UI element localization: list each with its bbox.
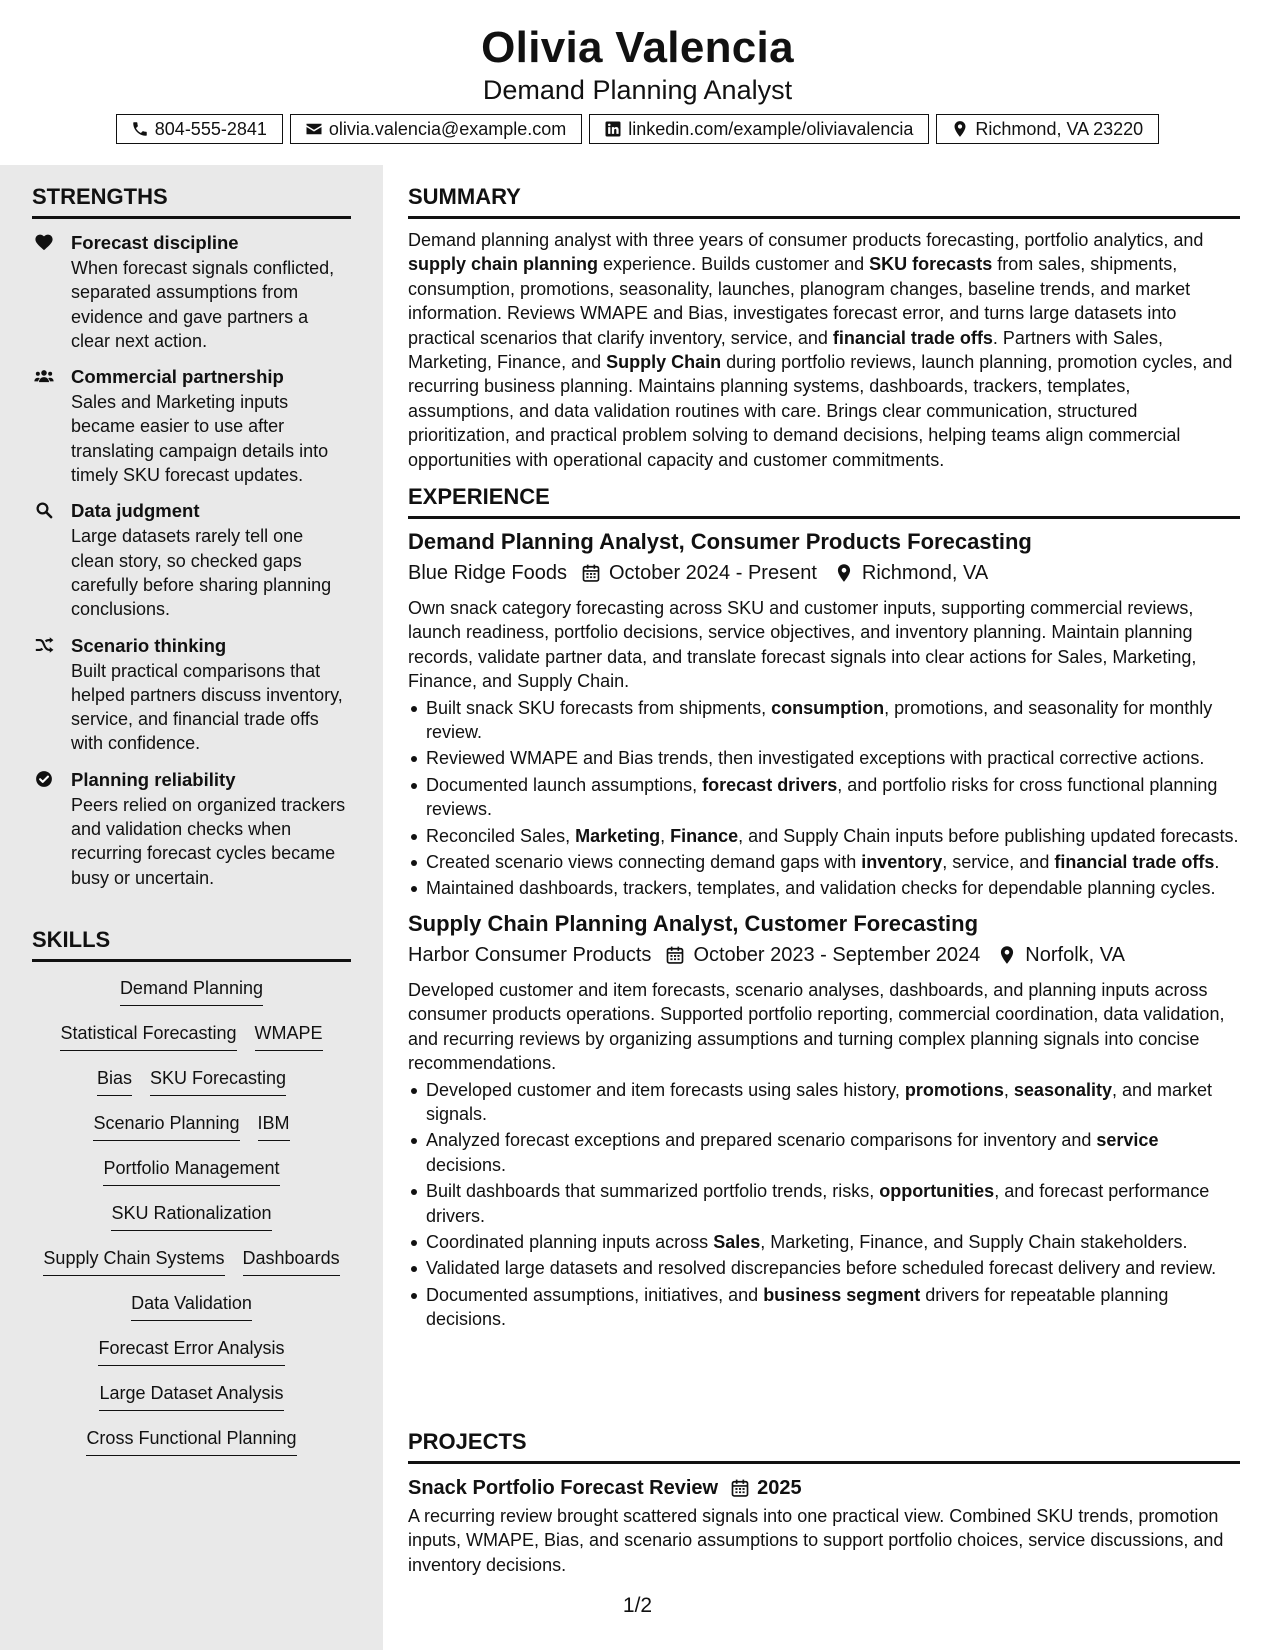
text-run: from sales, shipments, consumption, promotions, seasonality, launches, planogram changes, baseline trends, and market information. Reviews WMAPE and Bias, investigates forecast error, and turns large datasets into practical scenarios that clarify inventory, service, and [408, 254, 1191, 348]
job-bullets [408, 1078, 1240, 1332]
skills-section [32, 926, 351, 1471]
contact-phone[interactable] [116, 114, 283, 144]
contact-linkedin[interactable] [589, 114, 929, 144]
strength-title: Scenario thinking [71, 634, 227, 656]
bullet-item [408, 1078, 1240, 1127]
skill-tag: Forecast Error Analysis [98, 1336, 284, 1366]
bullet-item [408, 824, 1240, 848]
text-run: drivers for repeatable planning decisions. [426, 1284, 1169, 1330]
summary-text [408, 228, 1240, 472]
text-run: Created scenario views connecting demand gaps with [426, 852, 862, 873]
job-company: Harbor Consumer Products [408, 943, 652, 966]
skill-tag: Bias [97, 1066, 132, 1096]
text-run: Analyzed forecast exceptions and prepared scenario comparisons for inventory and [426, 1130, 1097, 1151]
skill-row [32, 1111, 351, 1156]
linkedin-text: linkedin.com/example/oliviavalencia [628, 118, 914, 139]
bold-phrase: financial trade offs [832, 327, 993, 348]
left-sidebar [0, 165, 383, 1650]
skill-row [32, 1201, 351, 1246]
skill-tag: SKU Forecasting [150, 1066, 286, 1096]
job-title: Supply Chain Planning Analyst, Customer Forecasting [408, 910, 979, 936]
text-run: , and Supply Chain inputs before publishing updated forecasts. [738, 825, 1239, 846]
strength-title: Commercial partnership [71, 366, 284, 388]
projects-heading: PROJECTS [408, 1428, 1240, 1464]
skill-tag: Cross Functional Planning [86, 1426, 296, 1456]
text-run: . [1214, 852, 1220, 873]
strengths-heading: STRENGTHS [32, 183, 351, 219]
text-run: decisions. [426, 1154, 507, 1175]
skill-tag: Data Validation [131, 1291, 252, 1321]
text-run: Built dashboards that summarized portfolio trends, risks, [426, 1181, 880, 1202]
bold-phrase: Supply Chain [606, 352, 722, 373]
skill-row [32, 1246, 351, 1291]
text-run: Documented launch assumptions, [426, 774, 703, 795]
job-company: Blue Ridge Foods [408, 562, 567, 584]
project-year: 2025 [757, 1477, 802, 1499]
experience-heading: EXPERIENCE [408, 483, 1240, 519]
skill-row [32, 1021, 351, 1066]
text-run: . Partners with Sales, Marketing, Finance, and [408, 327, 1163, 373]
text-run: Validated large datasets and resolved discrepancies before scheduled forecast delivery and review. [426, 1258, 1217, 1279]
check-circle-icon [34, 770, 54, 788]
bullet-item [408, 773, 1240, 822]
skill-row [32, 976, 351, 1021]
candidate-name: Olivia Valencia [481, 23, 794, 72]
text-run: , promotions, and seasonality for monthly review. [426, 697, 1213, 743]
strength-desc: Large datasets rarely tell one clean story, so checked gaps carefully before sharing planning conclusions. [71, 526, 332, 620]
text-run: Reconciled Sales, [426, 825, 576, 846]
skill-tag: SKU Rationalization [111, 1201, 271, 1231]
bold-phrase: inventory [861, 852, 943, 873]
job-summary: Developed customer and item forecasts, scenario analyses, dashboards, and planning inputs across consumer products operations. Supported portfolio reporting, commercial coordination, data validation, and recurring reviews by organizing assumptions and turning complex planning signals into concise recommendations. [408, 979, 1225, 1074]
skill-tag: Large Dataset Analysis [99, 1381, 283, 1411]
strength-desc: Built practical comparisons that helped partners discuss inventory, service, and financial trade offs with confidence. [71, 660, 343, 754]
bullet-item [408, 876, 1240, 900]
job-summary: Own snack category forecasting across SKU and customer inputs, supporting commercial reviews, launch readiness, portfolio decisions, service objectives, and inventory planning. Maintain planning records, validate partner data, and translate forecast signals into clear actions for Sales, Marketing, Finance, and Supply Chain. [408, 598, 1197, 692]
skill-row [32, 1381, 351, 1426]
text-run: , service, and [942, 852, 1055, 873]
bullet-item [408, 1256, 1240, 1280]
text-run: Documented assumptions, initiatives, and [426, 1284, 764, 1305]
shuffle-icon [34, 636, 54, 654]
text-run: experience. Builds customer and [598, 254, 870, 275]
skill-row [32, 1066, 351, 1111]
job-bullets [408, 696, 1240, 901]
bold-phrase: Sales [713, 1231, 761, 1252]
magnifier-icon [34, 501, 54, 519]
strength-desc: Peers relied on organized trackers and validation checks when recurring forecast cycles became busy or uncertain. [71, 794, 346, 888]
skill-tag: Supply Chain Systems [43, 1246, 224, 1276]
map-pin-icon [997, 945, 1017, 965]
bold-phrase: opportunities [879, 1181, 995, 1202]
text-run: Maintained dashboards, trackers, templates, and validation checks for dependable planning cycles. [426, 878, 1216, 899]
text-run: , and forecast performance drivers. [426, 1181, 1210, 1226]
bullet-item [408, 850, 1240, 874]
text-run: Developed customer and item forecasts using sales history, [426, 1079, 905, 1100]
resume-header [0, 0, 1275, 165]
text-run: during portfolio reviews, launch planning, promotion cycles, and recurring business planning. Maintains planning systems, dashboards, trackers, templates, assumptions, and data validation routines with care. Brings clear communication, structured prioritization, and practical problem solving to demand decisions, helping teams align commercial opportunities with operational capacity and customer commitments. [408, 352, 1233, 470]
strengths-section [32, 183, 351, 890]
text-run: Demand planning analyst with three years of consumer products forecasting, portfolio analytics, and [408, 230, 1204, 250]
skills-heading: SKILLS [32, 926, 351, 962]
bullet-item [408, 1179, 1240, 1228]
job-meta [408, 558, 1240, 588]
phone-icon [131, 120, 149, 138]
job-location: Norfolk, VA [1025, 943, 1125, 966]
job-location: Richmond, VA [861, 562, 989, 584]
skill-tag: WMAPE [255, 1021, 323, 1051]
calendar-icon [730, 1478, 750, 1498]
bold-phrase: supply chain planning [408, 254, 599, 275]
bold-phrase: promotions [904, 1079, 1004, 1100]
projects-section [408, 1428, 1240, 1577]
strength-item [32, 230, 351, 353]
calendar-icon [665, 945, 685, 965]
contact-bar [0, 114, 1275, 144]
bullet-item [408, 1283, 1240, 1332]
text-run: Reviewed WMAPE and Bias trends, then investigated exceptions with practical corrective actions. [426, 748, 1205, 769]
heart-icon [34, 233, 54, 251]
bold-phrase: financial trade offs [1054, 852, 1215, 873]
location-text: Richmond, VA 23220 [975, 118, 1144, 139]
skill-tag: IBM [258, 1111, 290, 1141]
skill-tag: Demand Planning [120, 976, 263, 1006]
bullet-item [408, 1128, 1240, 1177]
bullet-item [408, 696, 1240, 745]
strength-title: Data judgment [71, 500, 200, 522]
strength-desc: When forecast signals conflicted, separated assumptions from evidence and gave partners a clear next action. [71, 258, 335, 351]
skills-list [32, 976, 351, 1471]
text-run: Built snack SKU forecasts from shipments, [426, 697, 772, 718]
map-pin-icon [951, 120, 969, 138]
envelope-icon [305, 120, 323, 138]
skill-tag: Scenario Planning [93, 1111, 239, 1141]
skill-row [32, 1156, 351, 1201]
skill-tag: Portfolio Management [103, 1156, 279, 1186]
bullet-item [408, 746, 1240, 770]
text-run: , [1003, 1079, 1014, 1100]
bold-phrase: forecast drivers [702, 774, 838, 795]
contact-location[interactable] [936, 114, 1159, 144]
text-run: , and portfolio risks for cross functional planning reviews. [426, 774, 1218, 820]
email-text: olivia.valencia@example.com [328, 118, 567, 139]
project-desc: A recurring review brought scattered signals into one practical view. Combined SKU trends, promotion inputs, WMAPE, Bias, and scenario assumptions to support portfolio choices, service discussions, and inventory decisions. [408, 1506, 1224, 1575]
text-run: , Marketing, Finance, and Supply Chain stakeholders. [760, 1231, 1188, 1252]
strength-item [32, 498, 351, 621]
job-entry [408, 909, 1240, 1332]
skill-row [32, 1426, 351, 1471]
bullet-item [408, 1230, 1240, 1254]
job-meta [408, 940, 1240, 970]
skill-row [32, 1291, 351, 1336]
skill-tag: Statistical Forecasting [60, 1021, 236, 1051]
candidate-title: Demand Planning Analyst [482, 75, 793, 105]
project-title: Snack Portfolio Forecast Review [408, 1477, 719, 1499]
bold-phrase: business segment [763, 1284, 921, 1305]
job-dates: October 2024 - Present [608, 562, 817, 584]
strength-item [32, 767, 351, 890]
strength-desc: Sales and Marketing inputs became easier to use after translating campaign details into timely SKU forecast updates. [71, 392, 329, 486]
bold-phrase: Marketing [575, 825, 661, 846]
map-pin-icon [834, 563, 854, 583]
calendar-icon [581, 563, 601, 583]
text-run: Coordinated planning inputs across [426, 1231, 714, 1252]
users-icon [34, 367, 54, 385]
bold-phrase: service [1096, 1130, 1159, 1151]
bold-phrase: consumption [771, 697, 885, 718]
text-run: , [660, 825, 671, 846]
summary-section [408, 183, 1240, 472]
skill-tag: Dashboards [243, 1246, 340, 1276]
page-number: 1/2 [622, 1594, 653, 1617]
job-title: Demand Planning Analyst, Consumer Products Forecasting [408, 529, 1032, 554]
experience-section [408, 483, 1240, 1334]
bold-phrase: SKU forecasts [869, 254, 993, 275]
strength-item [32, 364, 351, 487]
bold-phrase: seasonality [1013, 1079, 1112, 1100]
phone-text: 804-555-2841 [154, 118, 267, 139]
bold-phrase: Finance [670, 825, 739, 846]
summary-heading: SUMMARY [408, 183, 1240, 219]
strength-item [32, 633, 351, 756]
strength-title: Planning reliability [71, 768, 236, 790]
linkedin-icon [604, 120, 622, 138]
project-title-row [408, 1474, 1240, 1502]
job-entry [408, 527, 1240, 901]
contact-email[interactable] [290, 114, 582, 144]
job-dates: October 2023 - September 2024 [693, 943, 981, 966]
skill-row [32, 1336, 351, 1381]
text-run: , and market signals. [426, 1079, 1213, 1124]
strength-title: Forecast discipline [71, 232, 239, 253]
